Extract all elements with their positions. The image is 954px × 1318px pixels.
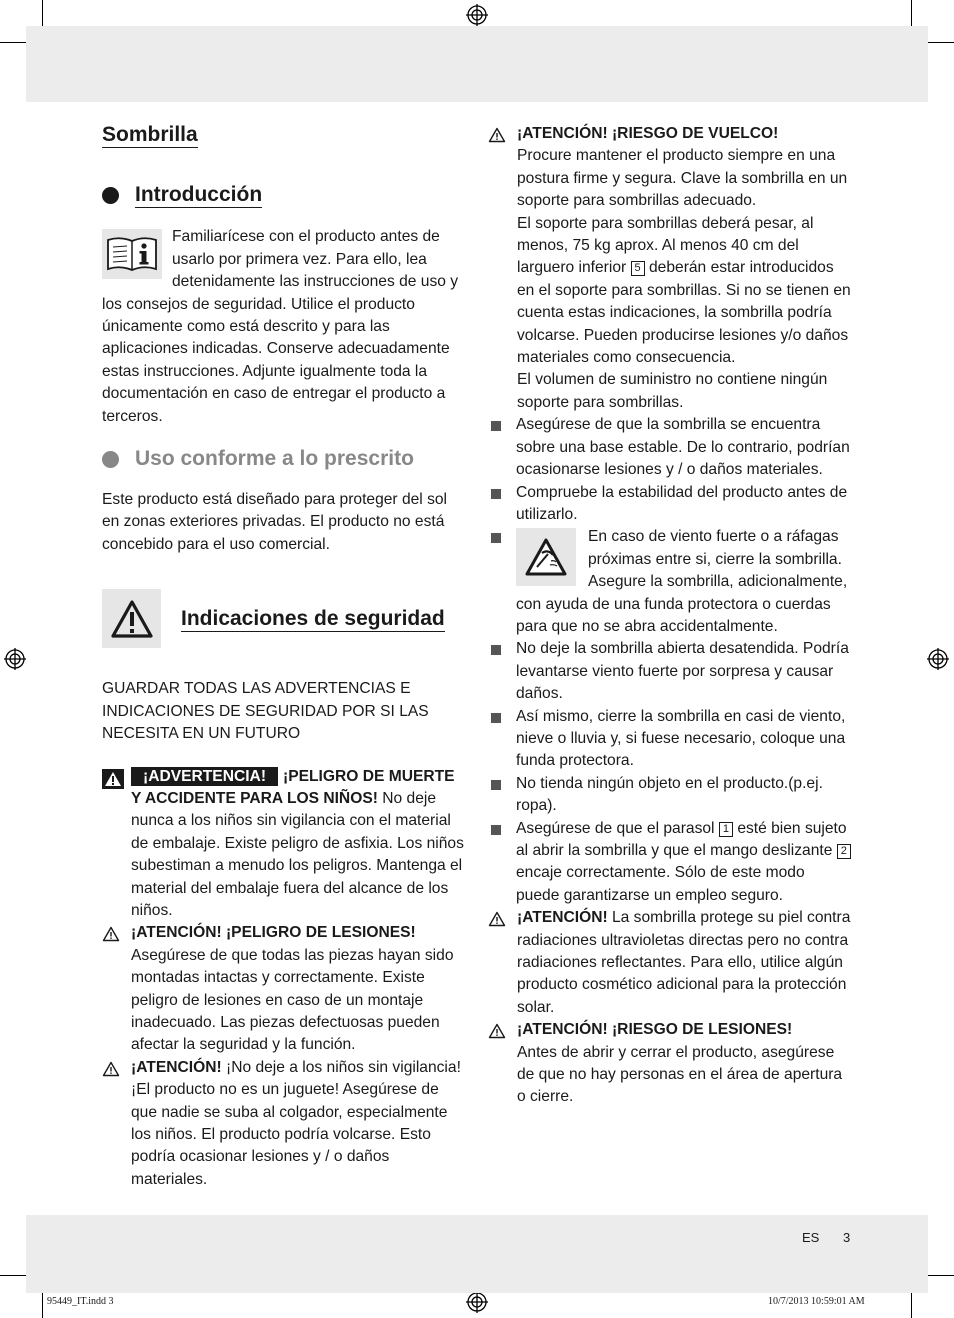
list-item: En caso de viento fuerte o a ráfagas próximas entre si, cierre la sombrilla. Asegure la sombrilla, adicionalmente, con ayuda de una funda protectora o cuerdas para que no se abra accidentalmente. — [488, 526, 852, 638]
list-item: Compruebe la estabilidad del producto antes de utilizarlo. — [488, 482, 852, 527]
warning-triangle-icon — [488, 1023, 506, 1046]
square-bullet-icon — [491, 713, 501, 723]
warning-uv-item: ¡ATENCIÓN! La sombrilla protege su piel contra radiaciones ultravioletas directas pero no contra radiaciones reflectantes. Para ello, utilice algún producto cosmético adicional para la protección solar. — [488, 907, 852, 1019]
warning-triangle-icon — [488, 911, 506, 934]
intro-section — [102, 226, 464, 428]
crop-mark — [924, 1275, 954, 1276]
slug-file: 95449_IT.indd 3 — [47, 1296, 114, 1307]
slug-timestamp: 10/7/2013 10:59:01 AM — [768, 1296, 865, 1307]
square-bullet-icon — [491, 825, 501, 835]
square-bullet-icon — [491, 780, 501, 790]
warning-triangle-icon — [102, 589, 161, 648]
intended-use-heading: Uso conforme a lo prescrito — [102, 446, 464, 472]
list-item: Asegúrese de que la sombrilla se encuentra sobre una base estable. De lo contrario, podrían ocasionarse lesiones y / o daños materiales. — [488, 414, 852, 481]
intro-text: Familiarícese con el producto antes de usarlo por primera vez. Para ello, lea detenidamente las instrucciones de uso y los consejos de seguridad. Utilice el producto únicamente como está descrito y para las aplicaciones indicadas. Conserve adecuadamente estas instrucciones. Adjunte igualmente toda la documentación en caso de entregar el producto a terceros. — [102, 228, 459, 425]
warning-injury-item: ¡ATENCIÓN! ¡PELIGRO DE LESIONES! Asegúrese de que todas las piezas hayan sido montadas intactas y correctamente. Existe peligro de lesiones en caso de un montaje inadecuado. Las piezas defectuosas pueden afectar la seguridad y la función. — [102, 922, 464, 1056]
right-column — [488, 123, 852, 1109]
footer-band — [26, 1215, 928, 1293]
part-number-1: 1 — [719, 822, 733, 837]
square-bullet-icon — [491, 645, 501, 655]
page-number: 3 — [843, 1230, 851, 1245]
list-item: No tienda ningún objeto en el producto.(p.ej. ropa). — [488, 773, 852, 818]
warning-tipping-item: ¡ATENCIÓN! ¡RIESGO DE VUELCO! Procure mantener el producto siempre en una postura firme y segura. Clave la sombrilla en un soporte para sombrillas adecuado. El soporte para sombrillas deberá pesar, al menos, 75 kg aprox. Al menos 40 cm del larguero inferior 5 deberán estar introducidos en el soporte para sombrillas. Si no se tienen en cuenta estas indicaciones, la sombrilla podría volcarse. Pueden producirse lesiones y/o daños materiales como consecuencia. El volumen de suministro no contiene ningún soporte para sombrillas. — [488, 123, 852, 414]
header-band — [26, 26, 928, 102]
list-item: No deje la sombrilla abierta desatendida. Podría levantarse viento fuerte por sorpresa y causar daños. — [488, 638, 852, 705]
warning-triangle-icon — [488, 127, 506, 150]
crop-mark — [924, 42, 954, 43]
list-item: Asegúrese de que el parasol 1 esté bien sujeto al abrir la sombrilla y que el mango deslizante 2 encaje correctamente. Sólo de este modo puede garantizarse un empleo seguro. — [488, 818, 852, 908]
intended-use-text: Este producto está diseñado para proteger del sol en zonas exteriores privadas. El producto no está concebido para el uso comercial. — [102, 491, 448, 553]
registration-mark-icon — [4, 648, 26, 670]
warning-triangle-icon — [102, 769, 124, 796]
intro-heading: Introducción — [102, 182, 464, 208]
bullet-dot-icon — [102, 187, 119, 204]
document-title: Sombrilla — [102, 123, 198, 146]
list-item: Así mismo, cierre la sombrilla en casi de viento, nieve o lluvia y, si fuese necesario, coloque una funda protectora. — [488, 706, 852, 773]
warning-triangle-icon — [102, 1061, 120, 1084]
registration-mark-icon — [466, 1291, 488, 1313]
registration-mark-icon — [466, 4, 488, 26]
info-book-icon — [102, 229, 162, 279]
square-bullet-icon — [491, 533, 501, 543]
warning-badge: ¡ADVERTENCIA! — [131, 767, 278, 786]
bullet-dot-icon — [102, 451, 119, 468]
square-bullet-icon — [491, 421, 501, 431]
part-number-5: 5 — [631, 261, 645, 276]
safety-heading: Indicaciones de seguridad — [102, 589, 464, 648]
warning-children-item: ¡ADVERTENCIA! ¡PELIGRO DE MUERTE Y ACCIDENTE PARA LOS NIÑOS! No deje nunca a los niños sin vigilancia con el material de embalaje. Existe peligro de asfixia. Los niños subestiman a menudo los peligros. Mantenga el material del embalaje fuera del alcance de los niños. — [102, 766, 464, 923]
warning-triangle-icon — [102, 926, 120, 949]
warning-supervision-item: ¡ATENCIÓN! ¡No deje a los niños sin vigilancia! ¡El producto no es un juguete! Asegúrese de que nadie se suba al colgador, especialmente los niños. El producto podría volcarse. Esto podría ocasionar lesiones y / o daños materiales. — [102, 1057, 464, 1191]
keep-instructions-text: GUARDAR TODAS LAS ADVERTENCIAS E INDICACIONES DE SEGURIDAD POR SI LAS NECESITA EN UN FUTURO — [102, 680, 429, 743]
wind-warning-icon — [516, 528, 576, 586]
footer-language: ES — [802, 1230, 820, 1245]
part-number-2: 2 — [837, 844, 851, 859]
left-column — [102, 118, 464, 1191]
warning-injury-opening-item: ¡ATENCIÓN! ¡RIESGO DE LESIONES! Antes de abrir y cerrar el producto, asegúrese de que no hay personas en el área de apertura o cierre. — [488, 1019, 852, 1109]
registration-mark-icon — [927, 648, 949, 670]
square-bullet-icon — [491, 489, 501, 499]
